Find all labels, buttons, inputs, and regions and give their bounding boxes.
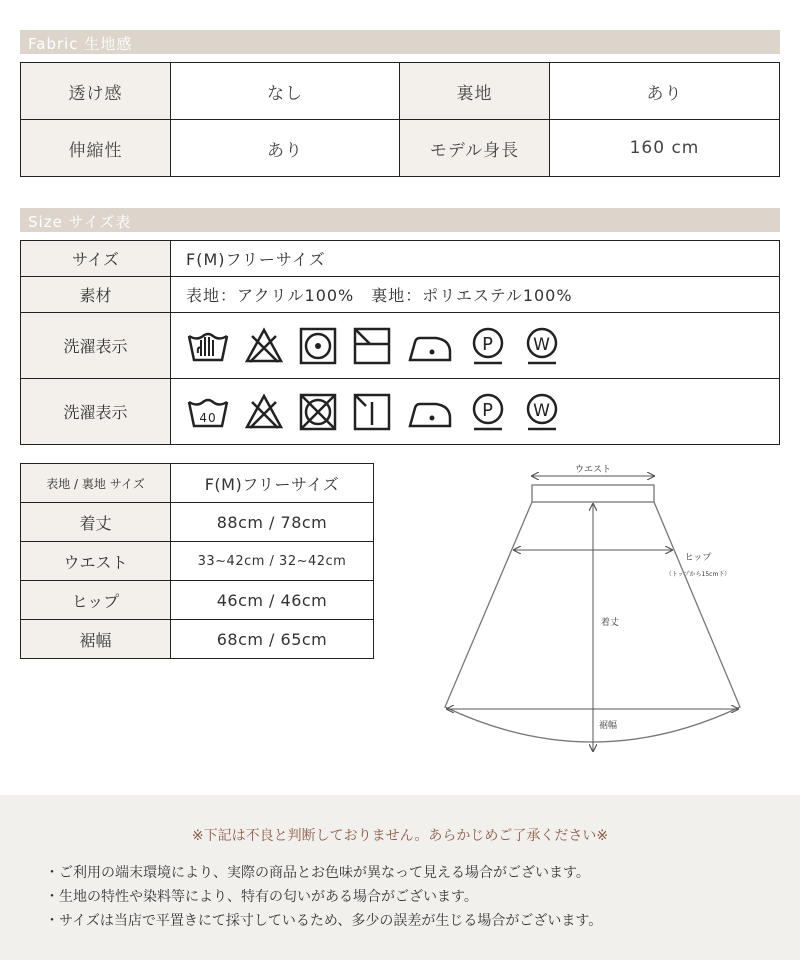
measurement-value-hip: 46cm / 46cm xyxy=(171,581,374,620)
fabric-value-stretch: あり xyxy=(171,120,400,177)
fabric-value-model-height: 160 cm xyxy=(550,120,780,177)
wet-clean-w-icon xyxy=(522,326,562,366)
measurement-value-waist: 33~42cm / 32~42cm xyxy=(171,542,374,581)
measurement-value-hem: 68cm / 65cm xyxy=(171,620,374,659)
care-icons-row xyxy=(186,392,779,432)
iron-low-icon xyxy=(406,392,454,432)
measurement-header-value: F(M)フリーサイズ xyxy=(171,464,374,503)
hem-label: 裾幅 xyxy=(598,721,618,731)
table-row xyxy=(21,620,374,659)
fabric-value-lining: あり xyxy=(550,63,780,120)
fabric-section-title: Fabric 生地感 xyxy=(28,35,133,53)
waist-label: ウエスト xyxy=(574,465,612,475)
hand-wash-icon xyxy=(186,326,230,366)
list-item: ・生地の特性や染料等により、特有の匂いがある場合がございます。 xyxy=(45,889,478,905)
fabric-value-transparency: なし xyxy=(171,63,400,120)
table-row xyxy=(21,379,780,445)
svg-text:W: W xyxy=(533,334,551,355)
measurement-label-length: 着丈 xyxy=(21,503,171,542)
table-row xyxy=(21,581,374,620)
care-label: 洗濯表示 xyxy=(21,379,171,445)
table-row xyxy=(21,464,374,503)
measurement-table xyxy=(20,463,374,659)
waistband-shape xyxy=(532,485,654,502)
svg-text:W: W xyxy=(533,400,551,421)
table-row xyxy=(21,241,780,277)
measurement-header-label: 表地 / 裏地 サイズ xyxy=(21,464,171,503)
size-value: F(M)フリーサイズ xyxy=(171,241,780,277)
svg-text:P: P xyxy=(482,333,494,355)
skirt-diagram xyxy=(440,455,760,765)
notice-list xyxy=(45,861,602,933)
no-bleach-icon xyxy=(244,392,284,432)
table-row xyxy=(21,277,780,313)
care-icons-row xyxy=(186,326,779,366)
wet-clean-w-icon xyxy=(522,392,562,432)
drip-dry-icon xyxy=(352,392,392,432)
table-row xyxy=(21,542,374,581)
fabric-label-lining: 裏地 xyxy=(400,63,550,120)
no-bleach-icon xyxy=(244,326,284,366)
size-label: サイズ xyxy=(21,241,171,277)
notice-box xyxy=(0,795,800,960)
size-table xyxy=(20,240,780,445)
line-dry-shade-icon xyxy=(352,326,392,366)
care-icons-cell xyxy=(171,379,780,445)
size-section-header xyxy=(20,208,780,232)
fabric-table xyxy=(20,62,780,177)
table-row xyxy=(21,63,780,120)
measurement-label-hip: ヒップ xyxy=(21,581,171,620)
fabric-section-header xyxy=(20,30,780,54)
table-row xyxy=(21,120,780,177)
dry-clean-p-icon xyxy=(468,326,508,366)
hip-label: ヒップ xyxy=(684,553,712,563)
list-item: ・ご利用の端末環境により、実際の商品とお色味が異なって見える場合がございます。 xyxy=(45,865,590,881)
iron-low-icon xyxy=(406,326,454,366)
measurement-label-waist: ウエスト xyxy=(21,542,171,581)
care-icons-cell xyxy=(171,313,780,379)
list-item: ・サイズは当店で平置きにて採寸しているため、多少の誤差が生じる場合がございます。 xyxy=(45,913,603,929)
hip-note: （トップから15cm下） xyxy=(665,571,731,578)
tumble-dry-icon xyxy=(298,326,338,366)
length-label: 着丈 xyxy=(600,618,620,628)
table-row xyxy=(21,503,374,542)
care-label: 洗濯表示 xyxy=(21,313,171,379)
fabric-label-stretch: 伸縮性 xyxy=(21,120,171,177)
svg-text:40: 40 xyxy=(199,410,217,425)
measurement-label-hem: 裾幅 xyxy=(21,620,171,659)
fabric-label-transparency: 透け感 xyxy=(21,63,171,120)
svg-text:P: P xyxy=(482,399,494,421)
no-tumble-dry-icon xyxy=(298,392,338,432)
fabric-label-model-height: モデル身長 xyxy=(400,120,550,177)
measurement-value-length: 88cm / 78cm xyxy=(171,503,374,542)
dry-clean-p-icon xyxy=(468,392,508,432)
material-value: 表地：アクリル100% 裏地：ポリエステル100% xyxy=(171,277,780,313)
size-section-title: Size サイズ表 xyxy=(28,213,132,231)
notice-title: ※下記は不良と判断しておりません。あらかじめご了承ください※ xyxy=(191,828,609,844)
wash-40-icon xyxy=(186,392,230,432)
table-row xyxy=(21,313,780,379)
material-label: 素材 xyxy=(21,277,171,313)
